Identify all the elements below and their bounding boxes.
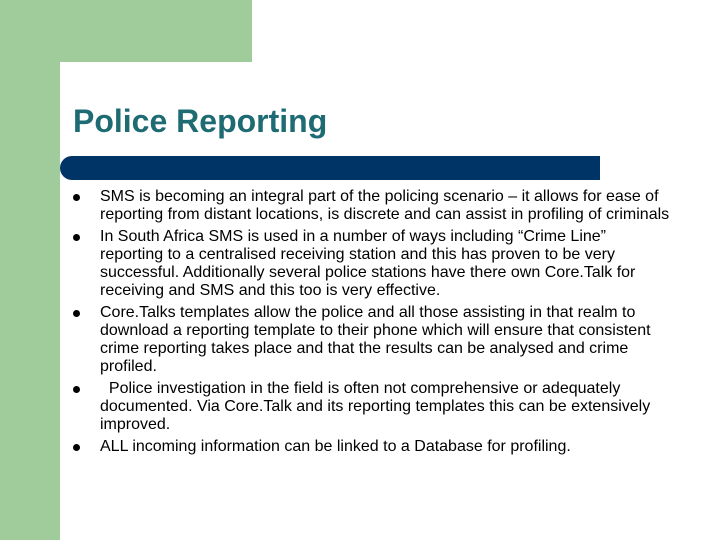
bullet-dot-icon	[73, 194, 80, 201]
bullet-text: Core.Talks templates allow the police and all those assisting in that realm to download a reporting template to their phone which will ensure that consistent crime reporting takes place and that the results can be analysed and crime profiled.	[100, 304, 655, 375]
bullet-dot-icon	[73, 444, 80, 451]
bullet-dot-icon	[73, 310, 80, 317]
slide-title: Police Reporting	[73, 103, 328, 139]
bullet-text: In South Africa SMS is used in a number of ways including “Crime Line” reporting to a centralised receiving station and this has proven to be very successful. Additionally several police stations have there own Core.Talk for receiving and SMS and this too is very effective.	[100, 228, 640, 299]
green-top-band	[0, 0, 252, 62]
bullet-item	[72, 188, 672, 224]
bullet-item	[72, 380, 672, 434]
bullet-dot-icon	[73, 234, 80, 241]
title-underline-bar	[60, 156, 600, 180]
green-side-band	[0, 0, 60, 540]
bullet-text: SMS is becoming an integral part of the policing scenario – it allows for ease of reporting from distant locations, is discrete and can assist in profiling of criminals	[100, 188, 670, 223]
bullet-item	[72, 304, 672, 376]
bullet-text: ALL incoming information can be linked to a Database for profiling.	[100, 438, 571, 455]
bullet-item	[72, 228, 672, 300]
bullet-item	[72, 438, 672, 456]
bullet-text: Police investigation in the field is often not comprehensive or adequately documented. Via Core.Talk and its reporting templates this can be extensively improved.	[100, 380, 655, 433]
bullet-list	[72, 188, 672, 460]
bullet-dot-icon	[73, 386, 80, 393]
